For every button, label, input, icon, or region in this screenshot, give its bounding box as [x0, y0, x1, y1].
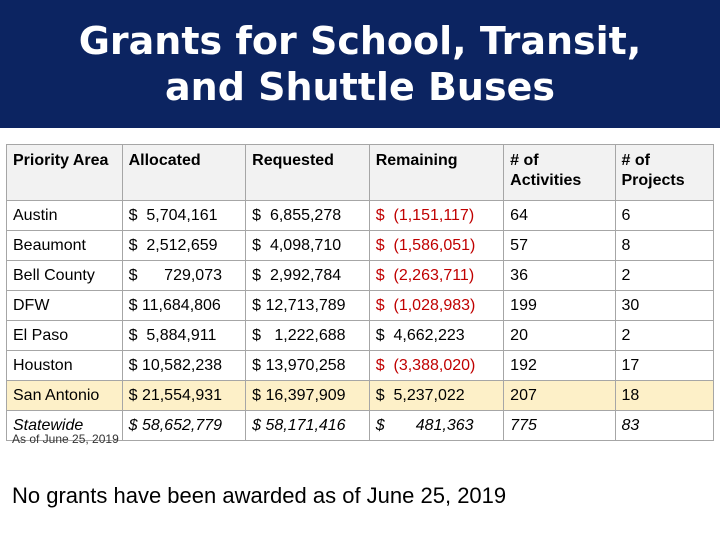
cell-activities: 207 — [504, 381, 615, 411]
table-row — [7, 381, 714, 411]
cell-allocated: $ 11,684,806 — [122, 291, 246, 321]
cell-area: San Antonio — [7, 381, 123, 411]
page-title — [79, 18, 642, 110]
cell-projects: 6 — [615, 201, 714, 231]
header-requested: Requested — [246, 145, 370, 201]
cell-area: El Paso — [7, 321, 123, 351]
cell-allocated: $ 21,554,931 — [122, 381, 246, 411]
header-projects: # of Projects — [615, 145, 714, 201]
header-priority-area: Priority Area — [7, 145, 123, 201]
header-allocated: Allocated — [122, 145, 246, 201]
cell-remaining: $ (1,586,051) — [369, 231, 503, 261]
cell-remaining: $ (1,151,117) — [369, 201, 503, 231]
status-message: No grants have been awarded as of June 25, 2019 — [12, 483, 507, 508]
cell-projects: 2 — [615, 261, 714, 291]
cell-activities: 20 — [504, 321, 615, 351]
cell-activities: 57 — [504, 231, 615, 261]
table-row — [7, 231, 714, 261]
cell-allocated: $ 5,884,911 — [122, 321, 246, 351]
cell-activities: 36 — [504, 261, 615, 291]
table-row — [7, 291, 714, 321]
cell-remaining: $ 5,237,022 — [369, 381, 503, 411]
cell-area: Bell County — [7, 261, 123, 291]
cell-allocated: $ 2,512,659 — [122, 231, 246, 261]
cell-requested: $ 12,713,789 — [246, 291, 370, 321]
cell-requested: $ 4,098,710 — [246, 231, 370, 261]
title-line-2: and Shuttle Buses — [165, 65, 555, 109]
cell-allocated: $ 729,073 — [122, 261, 246, 291]
cell-requested: $ 16,397,909 — [246, 381, 370, 411]
cell-allocated: $ 10,582,238 — [122, 351, 246, 381]
cell-activities: 64 — [504, 201, 615, 231]
cell-activities: 775 — [504, 411, 615, 441]
header-activities: # of Activities — [504, 145, 615, 201]
cell-requested: $ 13,970,258 — [246, 351, 370, 381]
table-header-row — [7, 145, 714, 201]
header-remaining: Remaining — [369, 145, 503, 201]
cell-area: Houston — [7, 351, 123, 381]
cell-allocated: $ 5,704,161 — [122, 201, 246, 231]
title-line-1: Grants for School, Transit, — [78, 19, 642, 63]
cell-projects: 18 — [615, 381, 714, 411]
table-row — [7, 351, 714, 381]
cell-activities: 192 — [504, 351, 615, 381]
cell-area: Statewide — [7, 411, 123, 441]
cell-remaining: $ (1,028,983) — [369, 291, 503, 321]
cell-projects: 83 — [615, 411, 714, 441]
table-row — [7, 261, 714, 291]
cell-projects: 2 — [615, 321, 714, 351]
table-row — [7, 201, 714, 231]
table-row — [7, 321, 714, 351]
cell-remaining: $ 4,662,223 — [369, 321, 503, 351]
cell-projects: 8 — [615, 231, 714, 261]
as-of-note: As of June 25, 2019 — [12, 432, 119, 446]
cell-area: Beaumont — [7, 231, 123, 261]
cell-requested: $ 6,855,278 — [246, 201, 370, 231]
cell-requested: $ 58,171,416 — [246, 411, 370, 441]
cell-projects: 30 — [615, 291, 714, 321]
cell-projects: 17 — [615, 351, 714, 381]
cell-area: DFW — [7, 291, 123, 321]
cell-remaining: $ (3,388,020) — [369, 351, 503, 381]
cell-requested: $ 2,992,784 — [246, 261, 370, 291]
title-banner — [0, 0, 720, 128]
grants-table — [6, 144, 714, 441]
cell-remaining: $ 481,363 — [369, 411, 503, 441]
cell-activities: 199 — [504, 291, 615, 321]
cell-allocated: $ 58,652,779 — [122, 411, 246, 441]
cell-requested: $ 1,222,688 — [246, 321, 370, 351]
cell-remaining: $ (2,263,711) — [369, 261, 503, 291]
cell-area: Austin — [7, 201, 123, 231]
